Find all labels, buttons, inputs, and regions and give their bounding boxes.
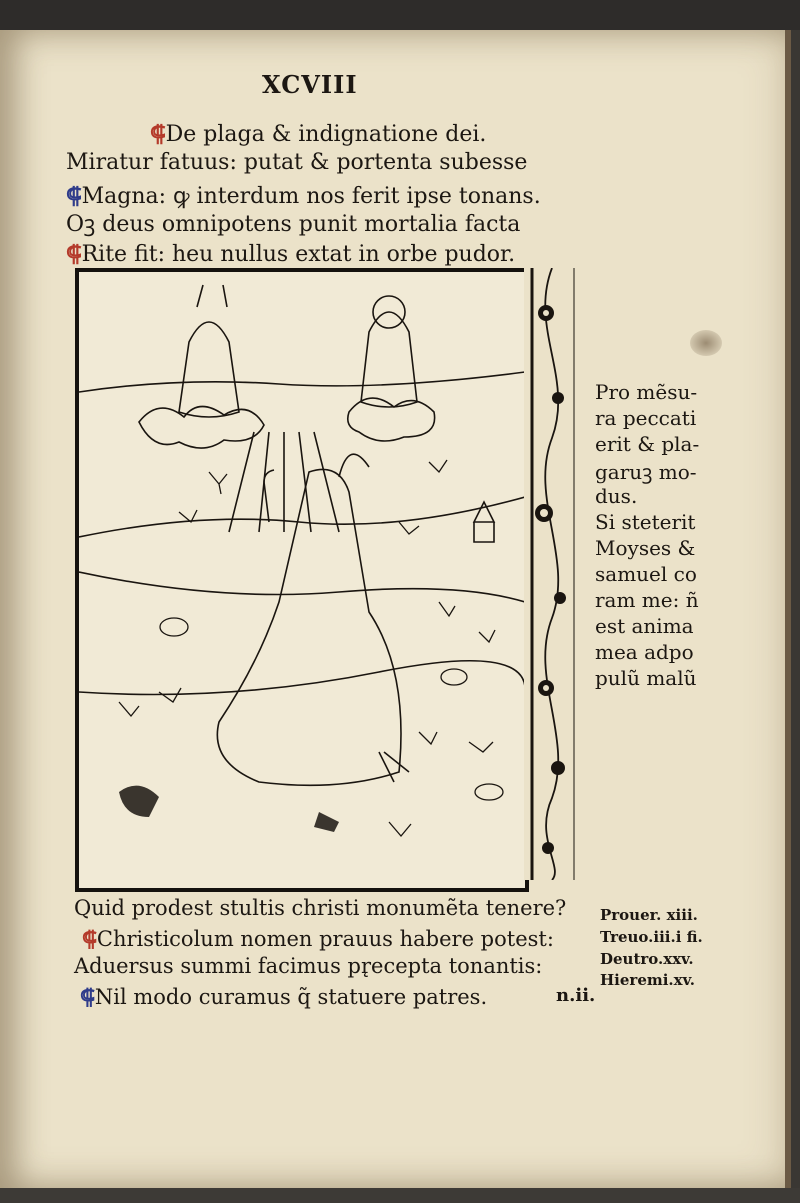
margin-gloss-line: pulũ malũ bbox=[595, 666, 697, 690]
verse-line: Miratur fatuus: putat & portenta subesse bbox=[66, 150, 528, 175]
chapter-heading-text: De plaga & indignatione dei. bbox=[165, 122, 487, 147]
verse-line-text: Christicolum nomen prauus habere potest: bbox=[96, 927, 554, 951]
margin-gloss-line: garuꝫ mo- bbox=[595, 460, 697, 484]
verse-line-text: Nil modo curamus q̃ statuere patres. bbox=[94, 985, 488, 1009]
margin-gloss-line: Moyses & bbox=[595, 536, 696, 560]
folio-number: XCVIII bbox=[262, 70, 358, 99]
paper-stain bbox=[690, 330, 722, 356]
margin-gloss-line: dus. bbox=[595, 484, 638, 508]
margin-gloss-line: ram me: ñ bbox=[595, 588, 699, 612]
pilcrow-mark: ⸿ bbox=[66, 183, 82, 209]
floral-border-ornament bbox=[524, 268, 580, 880]
pilcrow-mark: ⸿ bbox=[150, 121, 166, 147]
verse-line bbox=[82, 925, 554, 953]
verse-line: Aduersus summi facimus pr̨ecepta tonantis: bbox=[74, 954, 543, 978]
verse-line: Oꝫ deus omnipotens punit mortalia facta bbox=[66, 212, 521, 237]
book-top-edge bbox=[0, 0, 800, 30]
chapter-heading bbox=[150, 118, 486, 148]
pilcrow-mark: ⸿ bbox=[82, 926, 97, 951]
margin-gloss-line: ra peccati bbox=[595, 406, 697, 430]
verse-line bbox=[80, 983, 487, 1011]
verse-line bbox=[66, 238, 515, 268]
verse-line-text: Rite fit: heu nullus extat in orbe pudor. bbox=[81, 242, 516, 267]
scripture-reference: Deutro.xxv. bbox=[600, 950, 694, 968]
pilcrow-mark: ⸿ bbox=[80, 984, 95, 1009]
book-bottom-edge bbox=[0, 1188, 800, 1203]
scripture-reference: Treuo.iii.i fi. bbox=[600, 928, 703, 946]
verse-line-text: Magna: ꝙ interdum nos ferit ipse tonans. bbox=[81, 184, 541, 209]
margin-gloss-line: Si steterit bbox=[595, 510, 696, 534]
margin-gloss-line: erit & pla- bbox=[595, 432, 700, 456]
margin-gloss-line: est anima bbox=[595, 614, 694, 638]
scripture-reference: Prouer. xiii. bbox=[600, 906, 698, 924]
pilcrow-mark: ⸿ bbox=[66, 241, 82, 267]
signature-mark: n.ii. bbox=[556, 985, 596, 1006]
woodcut-illustration bbox=[75, 268, 529, 892]
verse-line bbox=[66, 180, 541, 210]
margin-gloss-line: samuel co bbox=[595, 562, 697, 586]
margin-gloss-line: mea adpo bbox=[595, 640, 694, 664]
margin-gloss-line: Pro mẽsu- bbox=[595, 380, 698, 404]
verse-line: Quid prodest stultis christi monumẽta tenere? bbox=[74, 896, 567, 920]
scripture-reference: Hieremi.xv. bbox=[600, 971, 696, 989]
woodcut-drawing bbox=[79, 272, 525, 888]
